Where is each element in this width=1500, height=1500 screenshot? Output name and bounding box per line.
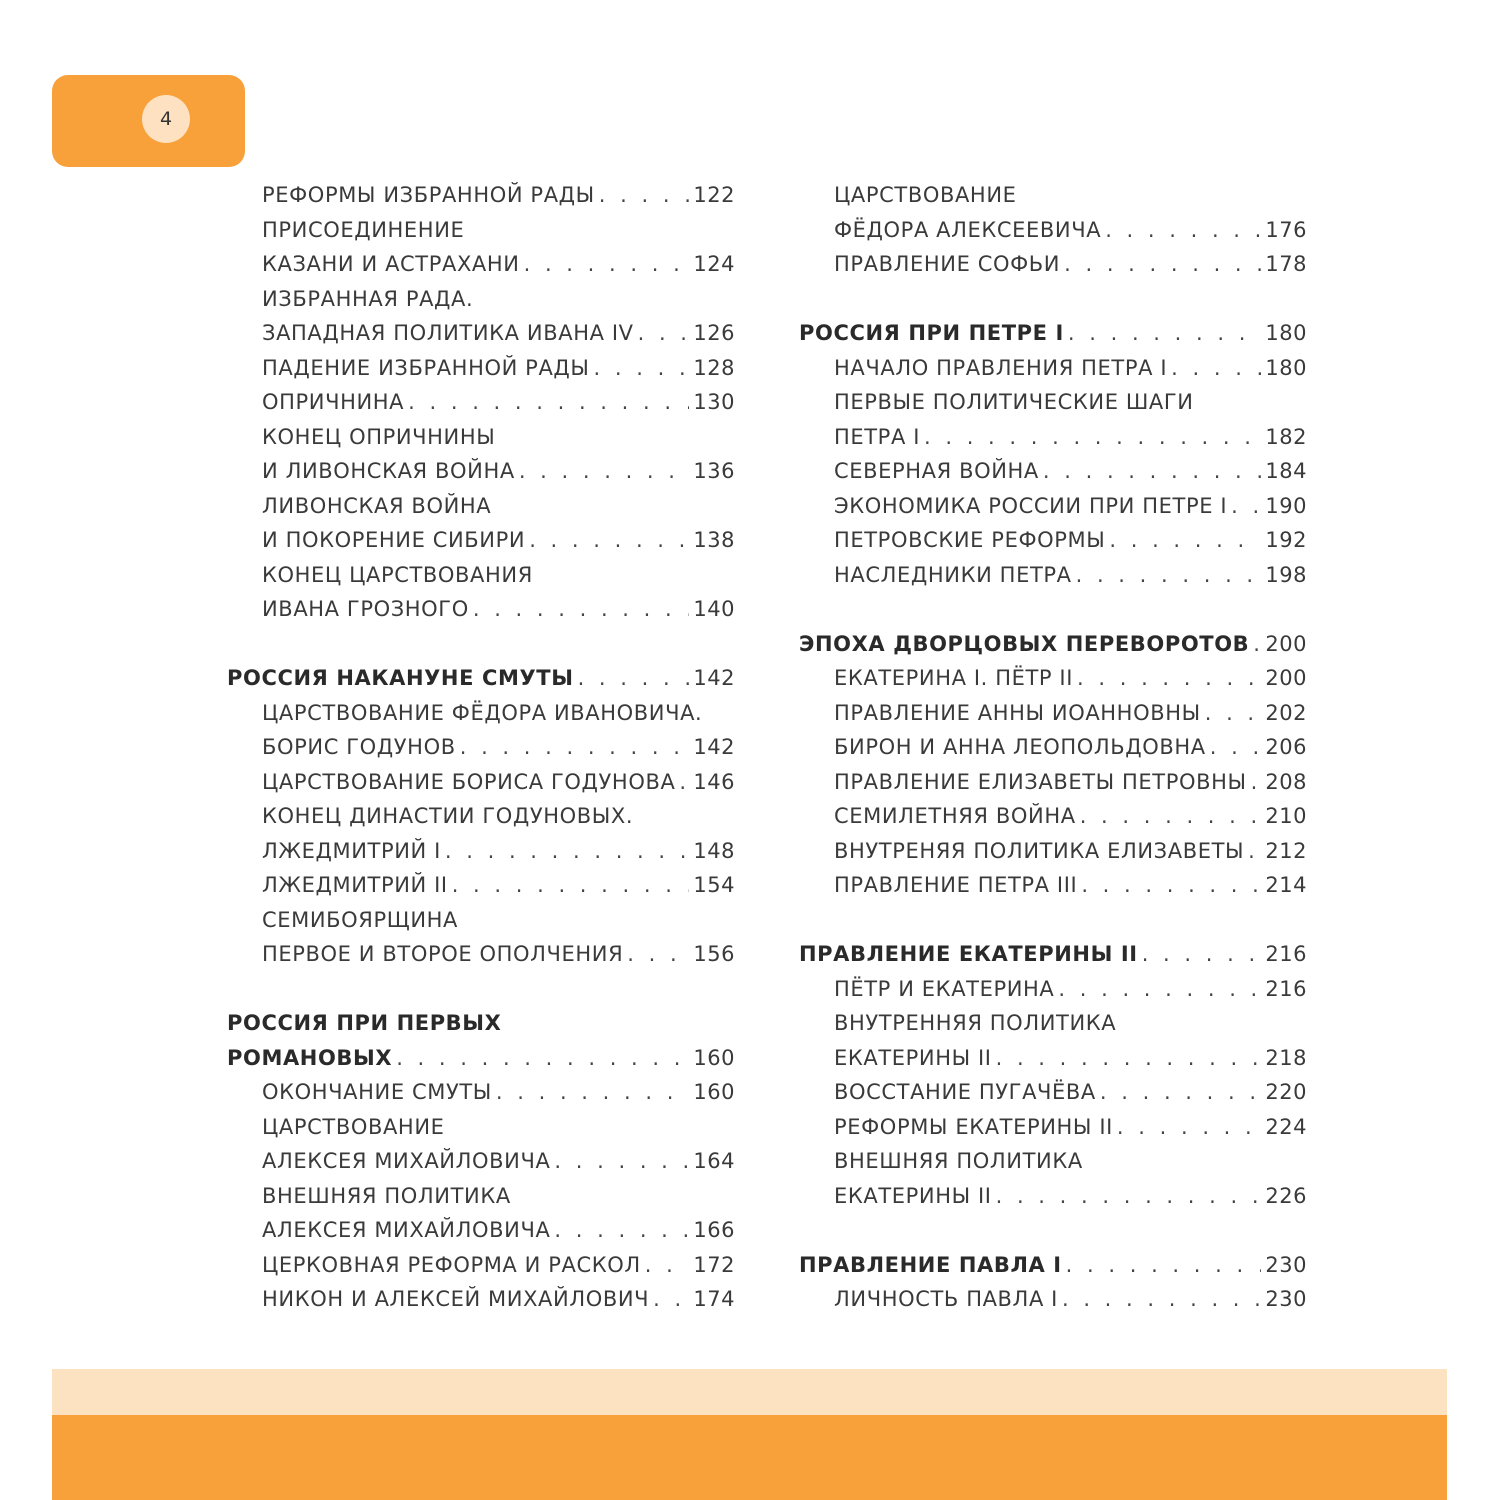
- dot-leader: [1066, 1248, 1262, 1283]
- toc-entry-title: КАЗАНИ И АСТРАХАНИ: [262, 252, 520, 276]
- dot-leader: [1080, 799, 1262, 834]
- toc-entry-title: ВНЕШНЯЯ ПОЛИТИКА: [834, 1149, 1083, 1173]
- dot-leader: [460, 730, 690, 765]
- toc-entry-title: ЦАРСТВОВАНИЕ: [834, 183, 1017, 207]
- toc-entry: [799, 1006, 1307, 1041]
- toc-page-number: 208: [1265, 769, 1307, 794]
- toc-entry: [799, 661, 1307, 696]
- toc-entry-title: ПЕТРА I: [834, 424, 920, 449]
- toc-entry-title: КОНЕЦ ОПРИЧНИНЫ: [262, 424, 496, 449]
- toc-page-number: 206: [1265, 735, 1307, 759]
- toc-page-number: 142: [693, 735, 735, 759]
- dot-leader: [496, 1075, 690, 1110]
- toc-entry: [799, 523, 1307, 558]
- toc-entry: [227, 834, 735, 869]
- toc-entry-title: ИЗБРАННАЯ РАДА.: [262, 286, 474, 311]
- dot-leader: [996, 1041, 1262, 1076]
- toc-page-number: 166: [693, 1218, 735, 1242]
- toc-entry-title: ПРАВЛЕНИЕ ЕЛИЗАВЕТЫ ПЕТРОВНЫ: [834, 769, 1247, 794]
- toc-entry: [227, 1248, 735, 1283]
- dot-leader: [1205, 696, 1262, 731]
- toc-entry: [799, 834, 1307, 869]
- toc-section-heading: [799, 316, 1307, 351]
- dot-leader: [1171, 351, 1261, 386]
- toc-section-heading: [227, 1006, 735, 1041]
- toc-entry-title: ПРАВЛЕНИЕ ПАВЛА I: [799, 1252, 1062, 1277]
- toc-entry: [227, 1282, 735, 1317]
- toc-page-number: 178: [1265, 252, 1307, 276]
- dot-leader: [924, 420, 1261, 455]
- toc-entry-title: СЕВЕРНАЯ ВОЙНА: [834, 459, 1039, 483]
- toc-entry-title: ЦЕРКОВНАЯ РЕФОРМА И РАСКОЛ: [262, 1252, 641, 1277]
- toc-entry-title: ФЁДОРА АЛЕКСЕЕВИЧА: [834, 217, 1102, 242]
- toc-page-number: 230: [1265, 1287, 1307, 1311]
- toc-entry-title: РОССИЯ ПРИ ПЕТРЕ I: [799, 321, 1064, 345]
- dot-leader: [1251, 765, 1262, 800]
- dot-leader: [554, 1213, 689, 1248]
- toc-page-number: 172: [693, 1252, 735, 1277]
- toc-page-number: 148: [693, 838, 735, 863]
- dot-leader: [599, 178, 690, 213]
- toc-entry: [799, 489, 1307, 524]
- toc-page-number: 174: [693, 1287, 735, 1311]
- toc-entry: [227, 592, 735, 627]
- toc-entry-title: ПЕРВОЕ И ВТОРОЕ ОПОЛЧЕНИЯ: [262, 942, 624, 966]
- toc-entry-title: ЛЖЕДМИТРИЙ I: [262, 838, 441, 863]
- toc-entry: [799, 1282, 1307, 1317]
- toc-section-heading: [799, 1248, 1307, 1283]
- toc-entry-title: ЛИВОНСКАЯ ВОЙНА: [262, 493, 492, 518]
- dot-leader: [452, 868, 690, 903]
- dot-leader: [645, 1248, 690, 1283]
- toc-section-heading: [799, 627, 1307, 662]
- toc-entry-title: ПАДЕНИЕ ИЗБРАННОЙ РАДЫ: [262, 355, 590, 380]
- dot-leader: [524, 247, 690, 282]
- section-gap: [799, 1213, 1307, 1248]
- toc-entry: [227, 282, 735, 317]
- toc-entry-title: ПЕТРОВСКИЕ РЕФОРМЫ: [834, 528, 1106, 552]
- toc-page-number: 200: [1265, 631, 1307, 656]
- toc-entry-title: ПРИСОЕДИНЕНИЕ: [262, 217, 465, 242]
- footer-band-light: [52, 1369, 1447, 1415]
- toc-entry-title: СЕМИЛЕТНЯЯ ВОЙНА: [834, 804, 1076, 828]
- toc-entry-title: ОКОНЧАНИЕ СМУТЫ: [262, 1080, 492, 1104]
- toc-page-number: 160: [693, 1080, 735, 1104]
- toc-entry-title: СЕМИБОЯРЩИНА: [262, 907, 458, 932]
- toc-page-number: 216: [1265, 976, 1307, 1001]
- toc-entry-title: ЦАРСТВОВАНИЕ БОРИСА ГОДУНОВА: [262, 769, 676, 794]
- dot-leader: [529, 523, 689, 558]
- toc-entry-title: АЛЕКСЕЯ МИХАЙЛОВИЧА: [262, 1149, 551, 1173]
- toc-page-number: 126: [693, 321, 735, 345]
- toc-entry: [799, 765, 1307, 800]
- toc-entry-title: РЕФОРМЫ ИЗБРАННОЙ РАДЫ: [262, 183, 595, 207]
- toc-entry-title: НИКОН И АЛЕКСЕЙ МИХАЙЛОВИЧ: [262, 1287, 650, 1311]
- toc-entry-title: ЦАРСТВОВАНИЕ: [262, 1114, 445, 1139]
- dot-leader: [1210, 730, 1262, 765]
- toc-entry-title: ЛИЧНОСТЬ ПАВЛА I: [834, 1287, 1058, 1311]
- toc-entry-title: ЕКАТЕРИНА I. ПЁТР II: [834, 666, 1074, 690]
- toc-page-number: 140: [693, 597, 735, 621]
- dot-leader: [1077, 661, 1261, 696]
- toc-entry-title: КОНЕЦ ДИНАСТИИ ГОДУНОВЫХ.: [262, 804, 634, 828]
- toc-entry-title: АЛЕКСЕЯ МИХАЙЛОВИЧА: [262, 1218, 551, 1242]
- toc-page-number: 136: [693, 459, 735, 483]
- toc-entry: [799, 213, 1307, 248]
- toc-entry-title: ВОССТАНИЕ ПУГАЧЁВА: [834, 1080, 1096, 1104]
- dot-leader: [1231, 489, 1261, 524]
- toc-entry-title: И ЛИВОНСКАЯ ВОЙНА: [262, 459, 515, 483]
- toc-entry: [227, 523, 735, 558]
- toc-page-number: 142: [693, 666, 735, 690]
- toc-entry: [227, 937, 735, 972]
- section-gap: [227, 627, 735, 662]
- toc-entry: [799, 1179, 1307, 1214]
- dot-leader: [1068, 316, 1262, 351]
- toc-page-number: 198: [1265, 562, 1307, 587]
- toc-entry: [799, 351, 1307, 386]
- dot-leader: [473, 592, 690, 627]
- toc-entry: [227, 1213, 735, 1248]
- toc-entry-title: ЭПОХА ДВОРЦОВЫХ ПЕРЕВОРОТОВ: [799, 631, 1250, 656]
- toc-page-number: 176: [1265, 217, 1307, 242]
- toc-entry: [227, 903, 735, 938]
- dot-leader: [638, 316, 690, 351]
- toc-entry-title: РЕФОРМЫ ЕКАТЕРИНЫ II: [834, 1114, 1113, 1139]
- section-gap: [227, 972, 735, 1007]
- toc-entry-title: НАЧАЛО ПРАВЛЕНИЯ ПЕТРА I: [834, 355, 1168, 380]
- toc-entry: [227, 558, 735, 593]
- toc-entry: [227, 385, 735, 420]
- toc-page-number: 160: [693, 1045, 735, 1070]
- footer-band-orange: [52, 1415, 1447, 1500]
- toc-entry: [227, 454, 735, 489]
- toc-entry-title: БИРОН И АННА ЛЕОПОЛЬДОВНА: [834, 735, 1206, 759]
- toc-page-number: 156: [693, 942, 735, 966]
- toc-page-number: 230: [1265, 1252, 1307, 1277]
- dot-leader: [1248, 834, 1261, 869]
- toc-entry-title: РОССИЯ ПРИ ПЕРВЫХ: [227, 1011, 502, 1035]
- dot-leader: [996, 1179, 1262, 1214]
- section-gap: [799, 903, 1307, 938]
- toc-page-number: 130: [693, 390, 735, 414]
- toc-entry: [799, 1110, 1307, 1145]
- toc-page-number: 122: [693, 183, 735, 207]
- dot-leader: [1064, 247, 1261, 282]
- toc-entry: [227, 420, 735, 455]
- toc-page-number: 190: [1265, 493, 1307, 518]
- dot-leader: [1062, 1282, 1261, 1317]
- toc-entry-title: ИВАНА ГРОЗНОГО: [262, 597, 469, 621]
- toc-left-column: [227, 178, 735, 1317]
- toc-entry: [799, 696, 1307, 731]
- toc-entry-title: ВНУТРЕНЯЯ ПОЛИТИКА ЕЛИЗАВЕТЫ: [834, 838, 1245, 863]
- dot-leader: [408, 385, 689, 420]
- toc-entry: [227, 1179, 735, 1214]
- toc-page-number: 202: [1265, 700, 1307, 725]
- toc-page-number: 220: [1265, 1080, 1307, 1104]
- dot-leader: [519, 454, 690, 489]
- dot-leader: [1142, 937, 1262, 972]
- toc-page-number: 184: [1265, 459, 1307, 483]
- toc-page-number: 128: [693, 355, 735, 380]
- toc-entry-title: ЕКАТЕРИНЫ II: [834, 1183, 992, 1208]
- toc-entry-title: ПРАВЛЕНИЕ ЕКАТЕРИНЫ II: [799, 942, 1138, 966]
- toc-page-number: 210: [1265, 804, 1307, 828]
- toc-entry: [799, 799, 1307, 834]
- toc-entry-title: ОПРИЧНИНА: [262, 390, 405, 414]
- toc-entry: [227, 1144, 735, 1179]
- toc-section-heading: [799, 937, 1307, 972]
- toc-page-number: 180: [1265, 355, 1307, 380]
- toc-page-number: 216: [1265, 942, 1307, 966]
- dot-leader: [1253, 627, 1261, 662]
- toc-entry: [799, 1041, 1307, 1076]
- toc-right-column: [799, 178, 1307, 1317]
- toc-page-number: 146: [693, 769, 735, 794]
- toc-entry: [227, 178, 735, 213]
- toc-entry-title: КОНЕЦ ЦАРСТВОВАНИЯ: [262, 562, 533, 587]
- toc-entry: [799, 1075, 1307, 1110]
- toc-entry: [227, 213, 735, 248]
- dot-leader: [653, 1282, 689, 1317]
- toc-page-number: 138: [693, 528, 735, 552]
- section-gap: [799, 592, 1307, 627]
- toc-entry-title: ЦАРСТВОВАНИЕ ФЁДОРА ИВАНОВИЧА.: [262, 700, 703, 725]
- toc-page-number: 226: [1265, 1183, 1307, 1208]
- dot-leader: [1043, 454, 1262, 489]
- toc-entry: [799, 972, 1307, 1007]
- toc-entry-title: ПЁТР И ЕКАТЕРИНА: [834, 976, 1055, 1001]
- dot-leader: [1100, 1075, 1262, 1110]
- toc-entry: [227, 1075, 735, 1110]
- section-gap: [799, 282, 1307, 317]
- toc-entry: [227, 351, 735, 386]
- toc-entry-title: ЗАПАДНАЯ ПОЛИТИКА ИВАНА IV: [262, 321, 634, 345]
- toc-entry: [227, 868, 735, 903]
- dot-leader: [1058, 972, 1261, 1007]
- toc-entry: [799, 558, 1307, 593]
- toc-page-number: 192: [1265, 528, 1307, 552]
- toc-page-number: 182: [1265, 424, 1307, 449]
- toc-entry: [227, 799, 735, 834]
- toc-entry: [227, 1110, 735, 1145]
- dot-leader: [578, 661, 690, 696]
- toc-entry: [799, 1144, 1307, 1179]
- toc-entry: [799, 385, 1307, 420]
- toc-entry-title: ЕКАТЕРИНЫ II: [834, 1045, 992, 1070]
- toc-page-number: 180: [1265, 321, 1307, 345]
- toc-entry: [799, 730, 1307, 765]
- toc-entry: [227, 316, 735, 351]
- toc-entry: [799, 247, 1307, 282]
- dot-leader: [679, 765, 689, 800]
- toc-page-number: 124: [693, 252, 735, 276]
- dot-leader: [554, 1144, 689, 1179]
- toc-entry-title: ПРАВЛЕНИЕ ПЕТРА III: [834, 873, 1078, 897]
- toc-entry: [227, 730, 735, 765]
- toc-entry-title: ВНЕШНЯЯ ПОЛИТИКА: [262, 1183, 511, 1208]
- toc-page-number: 214: [1265, 873, 1307, 897]
- toc-entry-title: ЭКОНОМИКА РОССИИ ПРИ ПЕТРЕ I: [834, 493, 1228, 518]
- toc-entry: [227, 765, 735, 800]
- toc-entry-title: ЛЖЕДМИТРИЙ II: [262, 873, 448, 897]
- dot-leader: [627, 937, 689, 972]
- toc-section-heading: [227, 661, 735, 696]
- toc-entry-title: ПРАВЛЕНИЕ СОФЬИ: [834, 252, 1061, 276]
- toc-entry: [799, 178, 1307, 213]
- toc-entry: [799, 868, 1307, 903]
- toc-page-number: 224: [1265, 1114, 1307, 1139]
- toc-page-number: 200: [1265, 666, 1307, 690]
- toc-section-heading: [227, 1041, 735, 1076]
- toc-entry: [227, 489, 735, 524]
- dot-leader: [396, 1041, 689, 1076]
- toc-entry-title: ПЕРВЫЕ ПОЛИТИЧЕСКИЕ ШАГИ: [834, 390, 1194, 414]
- toc-entry-title: РОССИЯ НАКАНУНЕ СМУТЫ: [227, 666, 574, 690]
- toc-entry-title: ПРАВЛЕНИЕ АННЫ ИОАННОВНЫ: [834, 700, 1201, 725]
- dot-leader: [1105, 213, 1261, 248]
- dot-leader: [1117, 1110, 1261, 1145]
- toc-entry: [799, 420, 1307, 455]
- dot-leader: [1076, 558, 1262, 593]
- toc-entry-title: БОРИС ГОДУНОВ: [262, 735, 456, 759]
- page-number: 4: [142, 95, 190, 143]
- dot-leader: [594, 351, 690, 386]
- toc-page-number: 154: [693, 873, 735, 897]
- toc-page-number: 218: [1265, 1045, 1307, 1070]
- dot-leader: [445, 834, 690, 869]
- toc-entry-title: РОМАНОВЫХ: [227, 1045, 393, 1070]
- toc-entry-title: НАСЛЕДНИКИ ПЕТРА: [834, 562, 1072, 587]
- toc-entry-title: ВНУТРЕННЯЯ ПОЛИТИКА: [834, 1011, 1117, 1035]
- dot-leader: [1109, 523, 1261, 558]
- toc-entry: [799, 454, 1307, 489]
- toc-entry: [227, 696, 735, 731]
- toc-page-number: 212: [1265, 838, 1307, 863]
- toc-page-number: 164: [693, 1149, 735, 1173]
- toc-entry: [227, 247, 735, 282]
- dot-leader: [1081, 868, 1261, 903]
- toc-entry-title: И ПОКОРЕНИЕ СИБИРИ: [262, 528, 526, 552]
